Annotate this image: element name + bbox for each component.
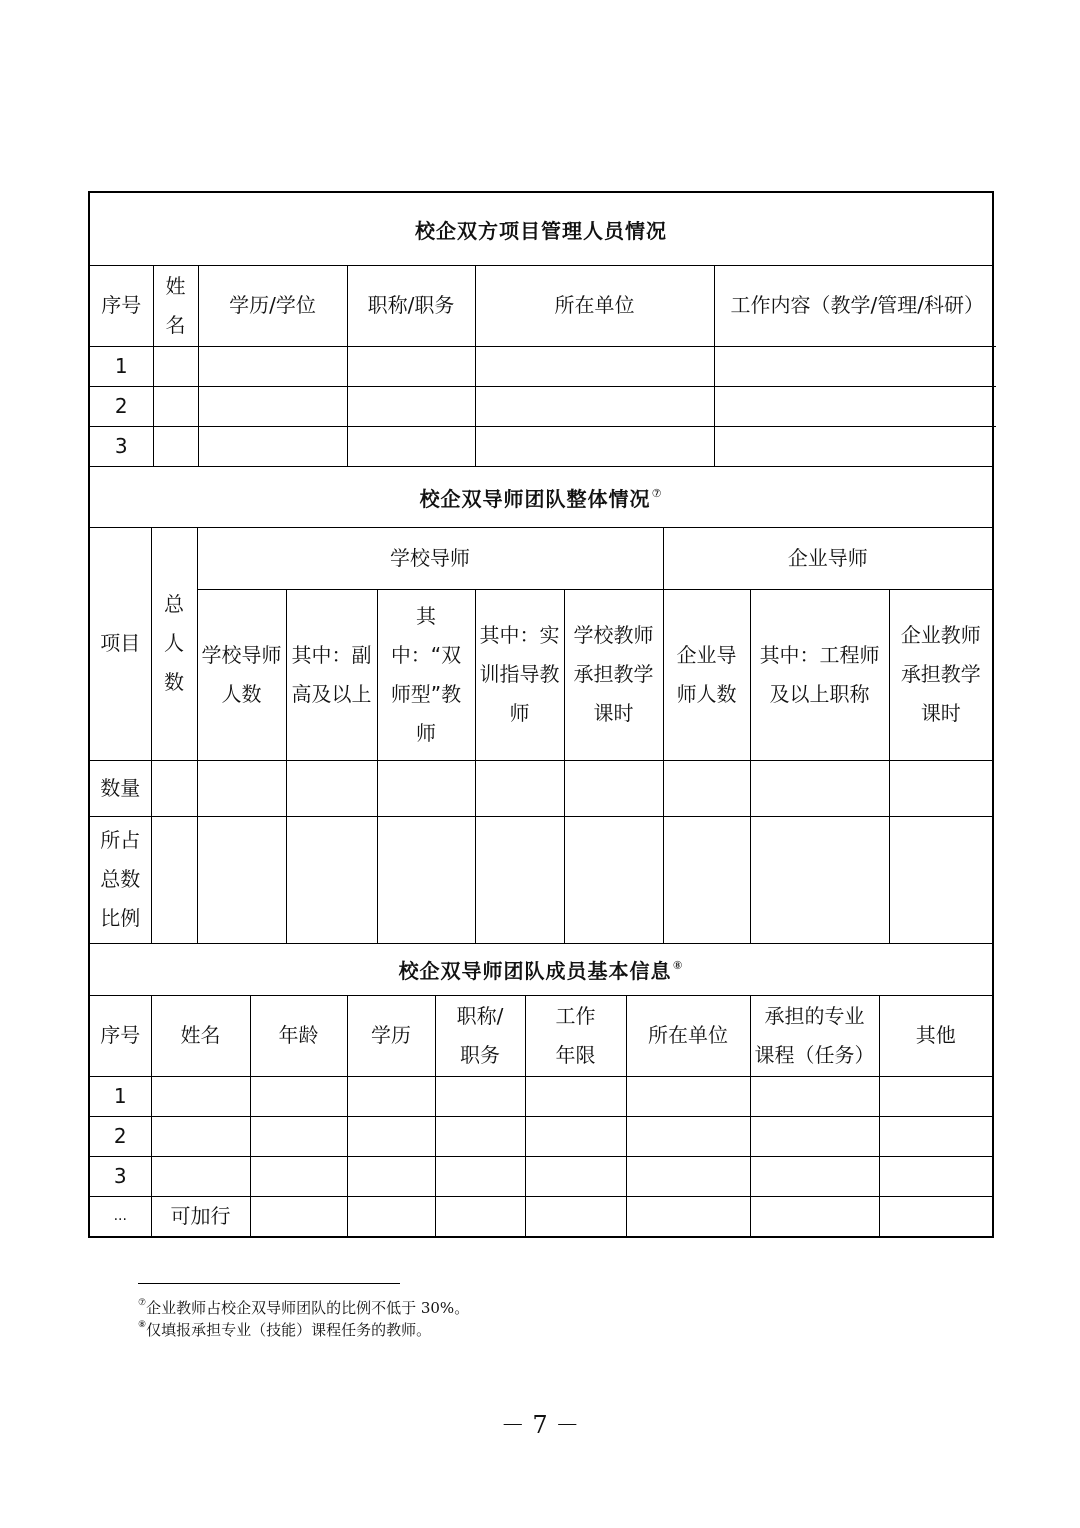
header-cell: 其中：实训指导教师 bbox=[475, 589, 564, 760]
section-title-text: 校企双导师团队成员基本信息 bbox=[398, 959, 672, 983]
section-title bbox=[90, 193, 992, 266]
header-cell: 工作 年限 bbox=[525, 996, 626, 1076]
empty-cell[interactable] bbox=[564, 816, 663, 943]
empty-cell[interactable] bbox=[879, 1196, 992, 1236]
table-row bbox=[90, 426, 996, 466]
header-cell: 所在单位 bbox=[626, 996, 750, 1076]
empty-cell[interactable] bbox=[750, 1116, 879, 1156]
empty-cell[interactable] bbox=[377, 760, 475, 816]
header-cell: 职称/ 职务 bbox=[435, 996, 525, 1076]
header-row bbox=[90, 996, 992, 1076]
empty-cell[interactable] bbox=[475, 760, 564, 816]
empty-cell[interactable] bbox=[626, 1156, 750, 1196]
empty-cell[interactable] bbox=[153, 386, 198, 426]
empty-cell[interactable] bbox=[198, 346, 347, 386]
footnote-text: 仅填报承担专业（技能）课程任务的教师。 bbox=[146, 1321, 432, 1339]
footnote-mark: ⑦ bbox=[651, 486, 663, 500]
empty-cell[interactable] bbox=[347, 386, 475, 426]
footnote-text: 企业教师占校企双导师团队的比例不低于 30%。 bbox=[146, 1299, 470, 1317]
group-header-enterprise: 企业导师 bbox=[663, 528, 992, 589]
section-team-members bbox=[90, 943, 992, 1236]
empty-cell[interactable] bbox=[475, 816, 564, 943]
empty-cell[interactable] bbox=[347, 1076, 435, 1116]
empty-cell[interactable] bbox=[879, 1076, 992, 1116]
header-cell: 学校导师人数 bbox=[197, 589, 286, 760]
empty-cell[interactable] bbox=[286, 816, 377, 943]
header-row bbox=[90, 266, 996, 346]
empty-cell[interactable] bbox=[250, 1156, 347, 1196]
row-index: 3 bbox=[90, 1156, 151, 1196]
empty-cell[interactable] bbox=[435, 1196, 525, 1236]
empty-cell[interactable] bbox=[153, 346, 198, 386]
header-cell: 其中：“双师型”教师 bbox=[377, 589, 475, 760]
table-row bbox=[90, 816, 992, 943]
empty-cell[interactable] bbox=[151, 1116, 250, 1156]
footnote-mark: ⑦ bbox=[138, 1298, 147, 1308]
empty-cell[interactable] bbox=[151, 760, 197, 816]
empty-cell[interactable] bbox=[525, 1156, 626, 1196]
empty-cell[interactable] bbox=[750, 1196, 879, 1236]
empty-cell[interactable] bbox=[879, 1116, 992, 1156]
row-index: 2 bbox=[90, 386, 153, 426]
footnote bbox=[138, 1317, 431, 1340]
empty-cell[interactable] bbox=[347, 1196, 435, 1236]
empty-cell[interactable] bbox=[750, 1076, 879, 1116]
empty-cell[interactable] bbox=[714, 346, 996, 386]
header-cell: 企业教师承担教学课时 bbox=[889, 589, 992, 760]
header-cell: 工作内容（教学/管理/科研） bbox=[714, 266, 996, 346]
empty-cell[interactable] bbox=[197, 816, 286, 943]
empty-cell[interactable] bbox=[879, 1156, 992, 1196]
team-overview-table bbox=[90, 528, 992, 943]
empty-cell[interactable] bbox=[347, 1156, 435, 1196]
table-row bbox=[90, 346, 996, 386]
empty-cell[interactable] bbox=[250, 1196, 347, 1236]
row-index: 2 bbox=[90, 1116, 151, 1156]
footnote-mark: ⑧ bbox=[138, 1320, 147, 1330]
table-row bbox=[90, 1076, 992, 1116]
row-label: 所占总数比例 bbox=[90, 816, 151, 943]
empty-cell[interactable] bbox=[714, 386, 996, 426]
form-table bbox=[88, 191, 994, 1238]
empty-cell[interactable] bbox=[198, 426, 347, 466]
section-title-text: 校企双方项目管理人员情况 bbox=[415, 218, 667, 243]
header-cell: 学校教师承担教学课时 bbox=[564, 589, 663, 760]
group-header-school: 学校导师 bbox=[197, 528, 663, 589]
section-title bbox=[90, 944, 992, 996]
header-cell: 其他 bbox=[879, 996, 992, 1076]
section-title bbox=[90, 467, 992, 528]
empty-cell[interactable] bbox=[151, 1076, 250, 1116]
row-index: ... bbox=[90, 1196, 151, 1236]
empty-cell[interactable] bbox=[435, 1156, 525, 1196]
empty-cell[interactable] bbox=[347, 426, 475, 466]
empty-cell[interactable] bbox=[475, 386, 714, 426]
team-members-table bbox=[90, 996, 992, 1236]
section-team-overview bbox=[90, 466, 992, 943]
empty-cell[interactable] bbox=[564, 760, 663, 816]
empty-cell[interactable] bbox=[435, 1116, 525, 1156]
header-cell: 姓名 bbox=[153, 266, 198, 346]
section-title-text: 校企双导师团队整体情况 bbox=[419, 486, 651, 511]
page-number: － 7 － bbox=[500, 1411, 580, 1439]
add-row-note: 可加行 bbox=[151, 1196, 250, 1236]
header-cell: 承担的专业 课程（任务） bbox=[750, 996, 879, 1076]
header-cell: 序号 bbox=[90, 266, 153, 346]
empty-cell[interactable] bbox=[475, 346, 714, 386]
empty-cell[interactable] bbox=[151, 1156, 250, 1196]
row-index: 3 bbox=[90, 426, 153, 466]
empty-cell[interactable] bbox=[475, 426, 714, 466]
empty-cell[interactable] bbox=[525, 1076, 626, 1116]
empty-cell[interactable] bbox=[750, 760, 889, 816]
footnote-mark: ⑧ bbox=[672, 959, 684, 972]
empty-cell[interactable] bbox=[377, 816, 475, 943]
header-cell: 项目 bbox=[90, 528, 151, 760]
header-cell: 姓名 bbox=[151, 996, 250, 1076]
management-staff-table bbox=[90, 266, 996, 466]
empty-cell[interactable] bbox=[347, 1116, 435, 1156]
empty-cell[interactable] bbox=[626, 1116, 750, 1156]
sub-header-row bbox=[90, 589, 992, 760]
header-cell: 学历/学位 bbox=[198, 266, 347, 346]
header-row bbox=[90, 528, 992, 589]
empty-cell[interactable] bbox=[286, 760, 377, 816]
section-management-staff bbox=[90, 193, 992, 466]
row-index: 1 bbox=[90, 1076, 151, 1116]
empty-cell[interactable] bbox=[250, 1076, 347, 1116]
footnote-divider bbox=[138, 1283, 400, 1284]
header-cell: 年龄 bbox=[250, 996, 347, 1076]
table-row bbox=[90, 386, 996, 426]
header-cell: 企业导师人数 bbox=[663, 589, 750, 760]
table-row bbox=[90, 1156, 992, 1196]
row-label: 数量 bbox=[90, 760, 151, 816]
empty-cell[interactable] bbox=[750, 816, 889, 943]
header-cell: 总人数 bbox=[151, 528, 197, 760]
empty-cell[interactable] bbox=[714, 426, 996, 466]
empty-cell[interactable] bbox=[750, 1156, 879, 1196]
table-row bbox=[90, 1116, 992, 1156]
header-cell: 其中：工程师及以上职称 bbox=[750, 589, 889, 760]
header-cell: 职称/职务 bbox=[347, 266, 475, 346]
empty-cell[interactable] bbox=[435, 1076, 525, 1116]
empty-cell[interactable] bbox=[347, 346, 475, 386]
table-row bbox=[90, 760, 992, 816]
empty-cell[interactable] bbox=[663, 760, 750, 816]
empty-cell[interactable] bbox=[626, 1076, 750, 1116]
empty-cell[interactable] bbox=[889, 816, 992, 943]
row-index: 1 bbox=[90, 346, 153, 386]
header-cell: 序号 bbox=[90, 996, 151, 1076]
empty-cell[interactable] bbox=[663, 816, 750, 943]
empty-cell[interactable] bbox=[151, 816, 197, 943]
empty-cell[interactable] bbox=[198, 386, 347, 426]
header-cell: 其中：副高及以上 bbox=[286, 589, 377, 760]
header-cell: 所在单位 bbox=[475, 266, 714, 346]
empty-cell[interactable] bbox=[250, 1116, 347, 1156]
empty-cell[interactable] bbox=[153, 426, 198, 466]
table-row bbox=[90, 1196, 992, 1236]
footnote bbox=[138, 1295, 469, 1318]
empty-cell[interactable] bbox=[626, 1196, 750, 1236]
empty-cell[interactable] bbox=[525, 1116, 626, 1156]
header-cell: 学历 bbox=[347, 996, 435, 1076]
empty-cell[interactable] bbox=[525, 1196, 626, 1236]
empty-cell[interactable] bbox=[197, 760, 286, 816]
empty-cell[interactable] bbox=[889, 760, 992, 816]
